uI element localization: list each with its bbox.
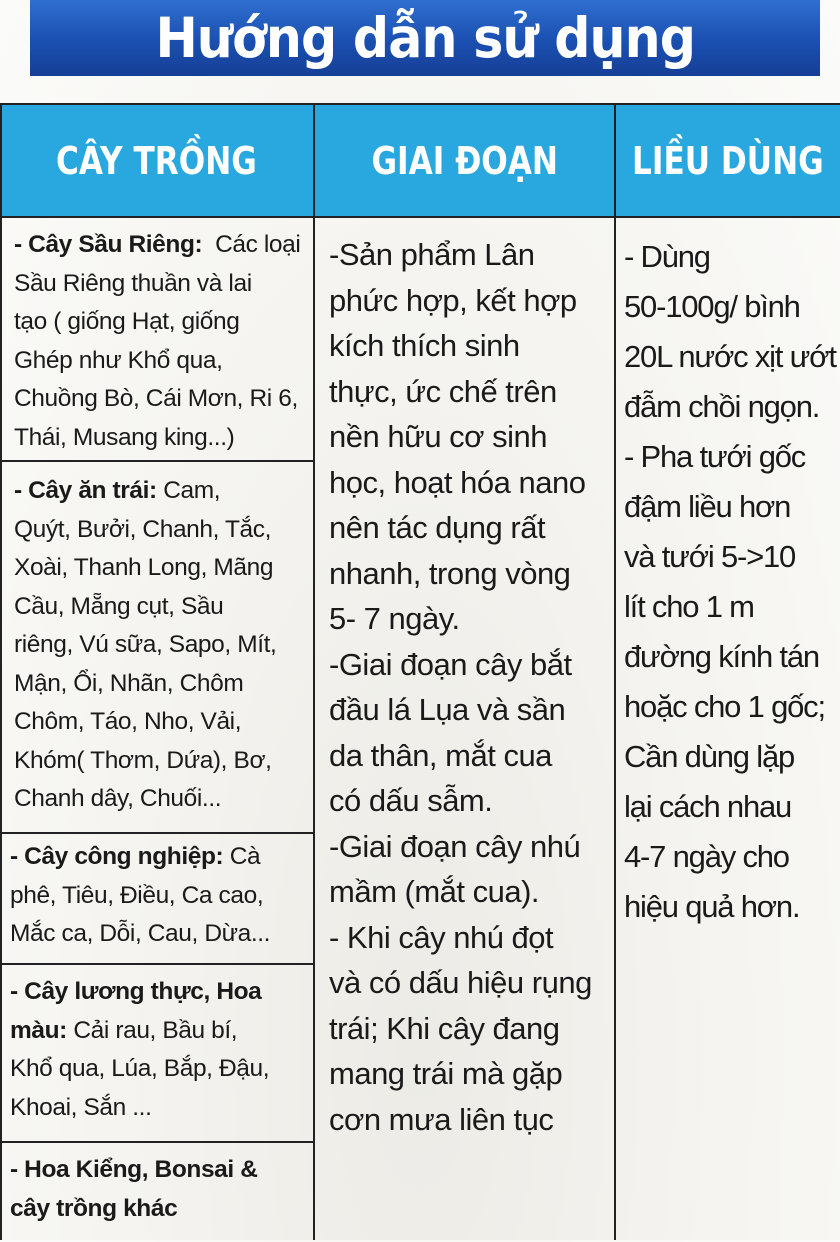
page-title: Hướng dẫn sử dụng [155, 6, 695, 70]
header-dosage: LIỀU DÙNG [616, 105, 840, 218]
crop-row-durian: - Cây Sầu Riêng: Các loại Sầu Riêng thuần và lai tạo ( giống Hạt, giống Ghép như Khổ qua, Chuồng Bò, Cái Mơn, Ri 6, Thái, Musang king...) [14, 231, 301, 451]
dosage-description: - Dùng 50-100g/ bình 20L nước xịt ướt đẫm chồi ngọn. - Pha tưới gốc đậm liều hơn và tưới 5->10 lít cho 1 m đường kính tán hoặc cho 1 gốc; Cần dùng lặp lại cách nhau 4-7 ngày cho hiệu quả hơn. [624, 239, 836, 924]
header-crop: CÂY TRỒNG [0, 105, 313, 218]
crop-row-food: - Cây lương thực, Hoa màu: Cải rau, Bầu bí, Khổ qua, Lúa, Bắp, Đậu, Khoai, Sắn ... [2, 963, 313, 1144]
usage-table [0, 103, 840, 1240]
crop-row-industrial: - Cây công nghiệp: Cà phê, Tiêu, Điều, Ca cao, Mắc ca, Dỗi, Cau, Dừa... [2, 832, 313, 966]
crop-row-fruit: - Cây ăn trái: Cam, Quýt, Bưởi, Chanh, Tắc, Xoài, Thanh Long, Mãng Cầu, Mẵng cụt, Sầu riêng, Vú sữa, Sapo, Mít, Mận, Ổi, Nhãn, Chôm Chôm, Táo, Nho, Vải, Khóm( Thơm, Dứa), Bơ, Chanh dây, Chuối... [2, 460, 313, 836]
crop-row-ornamental: - Hoa Kiểng, Bonsai & cây trồng khác [2, 1141, 313, 1242]
stage-description: -Sản phẩm Lân phức hợp, kết hợp kích thích sinh thực, ức chế trên nền hữu cơ sinh học, hoạt hóa nano nên tác dụng rất nhanh, trong vòng 5- 7 ngày. -Giai đoạn cây bắt đầu lá Lụa và sần da thân, mắt cua có dấu sẫm. -Giai đoạn cây nhú mầm (mắt cua). - Khi cây nhú đọt và có dấu hiệu rụng trái; Khi cây đang mang trái mà gặp cơn mưa liên tục [329, 237, 592, 1137]
header-stage: GIAI ĐOẠN [313, 105, 616, 218]
title-banner [30, 0, 820, 76]
